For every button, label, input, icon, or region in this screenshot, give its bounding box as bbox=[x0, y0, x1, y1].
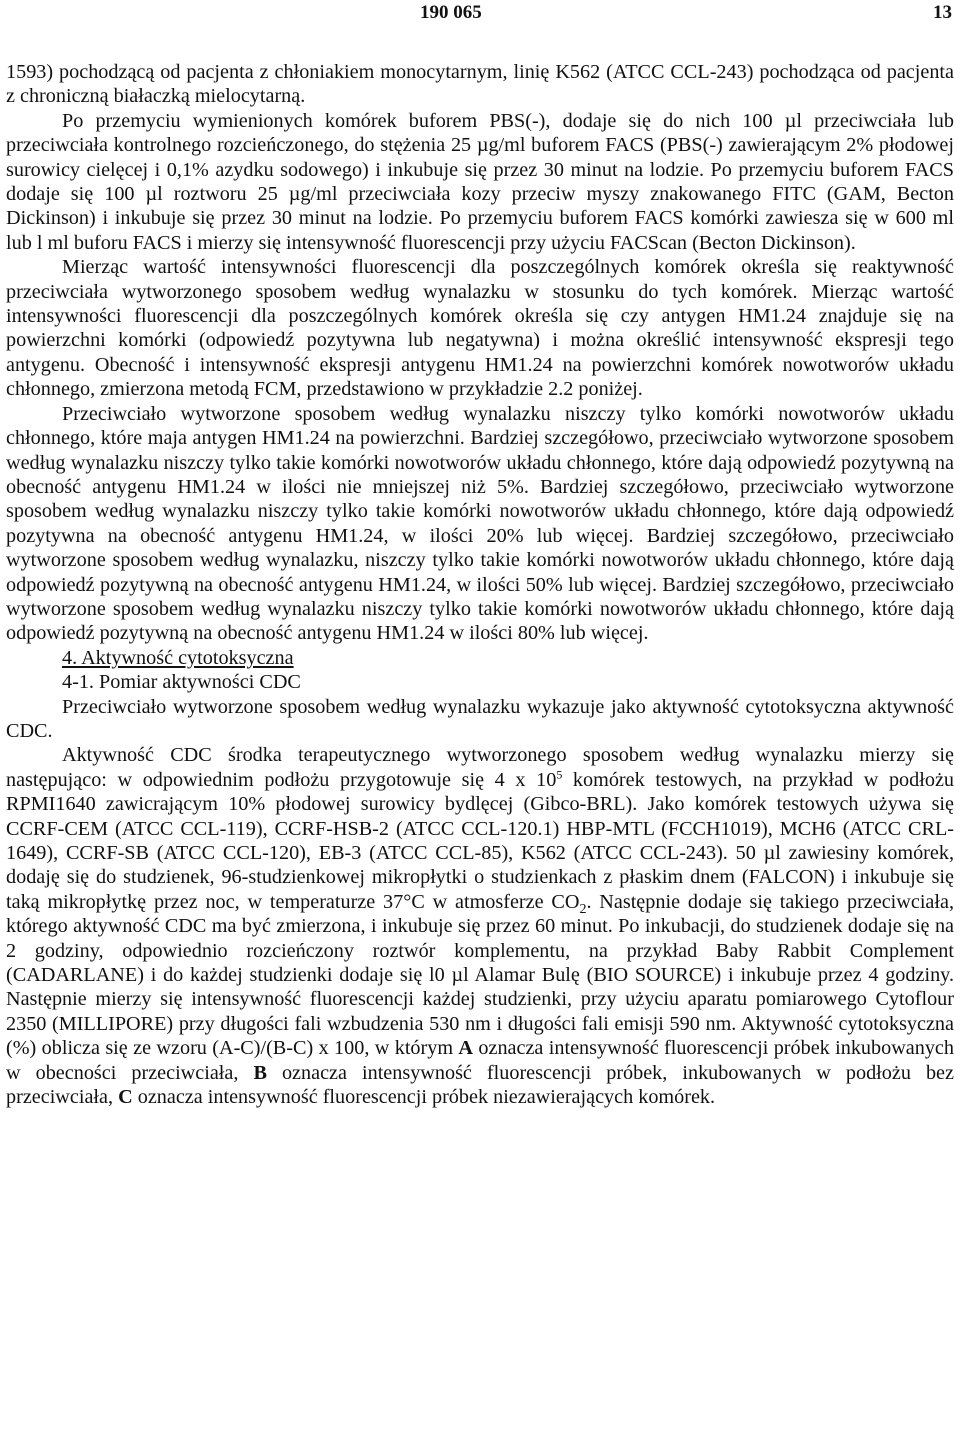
bold-variable: B bbox=[253, 1061, 267, 1084]
subscript: 2 bbox=[579, 901, 587, 917]
bold-variable: A bbox=[458, 1037, 474, 1060]
text-run: . Następnie dodaje się takiego przeciwciała, którego aktywność CDC ma być zmierzona, i inkubuje się przez 60 minut. Po inkubacji, do studzienek dodaje się na 2 godziny, odpowiednio rozcieńczony roztwór komplementu, na przykład Baby Rabbit Complement (CADARLANE) i do każdej studzienki dodaje się l0 µl Alamar Bulę (BIO SOURCE) i inkubuje przez 4 godziny. Następnie mierzy się intensywność fluorescencji każdej studzienki, przy użyciu aparatu pomiarowego Cytoflour 2350 (MILLIPORE) przy długości fali wzbudzenia 530 nm i długości fali emisji 590 nm. Aktywność cytotoksyczna (%) oblicza się ze wzoru (A-C)/(B-C) x 100, w którym bbox=[6, 890, 955, 1060]
section-heading-text: 4. Aktywność cytotoksyczna bbox=[62, 646, 294, 669]
subsection-heading: 4-1. Pomiar aktywności CDC bbox=[62, 671, 301, 694]
page-number: 13 bbox=[933, 2, 952, 23]
text-run: Aktywność CDC środka terapeutycznego wytworzonego sposobem według wynalazku mierzy się następująco: w odpowiednim podłożu przygotowuje się 4 x 10 bbox=[6, 744, 954, 791]
patent-number: 190 065 bbox=[420, 2, 482, 23]
paragraph-cdc-activity: Przeciwciało wytworzone sposobem według wynalazku wykazuje jako aktywność cytotoksyczna aktywność CDC. bbox=[6, 695, 954, 742]
text-run: oznacza intensywność fluorescencji próbek inkubowanych w obecności przeciwciała, bbox=[6, 1037, 954, 1084]
text-run: oznacza intensywność fluorescencji próbek, inkubowanych w podłożu bez przeciwciała, bbox=[6, 1061, 954, 1109]
text-run: komórek testowych, na przykład w podłożu RPMI1640 zawicrającym 10% płodowej surowicy bydlęcej (Gibco-BRL). Jako komórek testowych używa się CCRF-CEM (ATCC CCL-119), CCRF-HSB-2 (ATCC CCL-120.1) HBP-MTL (FCCH1019), MCH6 (ATCC CRL-1649), CCRF-SB (ATCC CCL-120), EB-3 (ATCC CCL-85), K562 (ATCC CCL-243). 50 µl zawiesiny komórek, dodaję się do studzienek, 96-studzienkowej mikropłytki o studzienkach z płaskim dnem (FALCON) i inkubuje się taką mikropłytkę przez noc, w temperaturze 37°C w atmosferze CO bbox=[6, 768, 954, 913]
section-heading bbox=[6, 646, 954, 670]
paragraph-continuation: 1593) pochodzącą od pacjenta z chłoniakiem monocytarnym, linię K562 (ATCC CCL-243) pochodząca od pacjenta z chroniczną białaczką mielocytarną. bbox=[6, 61, 954, 108]
text-run: oznacza intensywność fluorescencji próbek niezawierających komórek. bbox=[132, 1086, 716, 1109]
bold-variable: C bbox=[118, 1086, 133, 1109]
paragraph-antibody-specificity: Przeciwciało wytworzone sposobem według wynalazku niszczy tylko komórki nowotworów układu chłonnego, które maja antygen HM1.24 na powierzchni. Bardziej szczegółowo, przeciwciało wytworzone sposobem według wynalazku niszczy tylko takie komórki nowotworów układu chłonnego, które dają odpowiedź pozytywną na obecność antygenu HM1.24 w ilości nie mniejszej niż 5%. Bardziej szczegółowo, przeciwciało wytworzone sposobem według wynalazku niszczy tylko takie komórki nowotworów układu chłonnego, które dają odpowiedź pozytywna na obecność antygenu HM1.24, w ilości 20% lub więcej. Bardziej szczegółowo, przeciwciało wytworzone sposobem według wynalazku, niszczy tylko takie komórki nowotworów układu chłonnego, które dają odpowiedź pozytywną na obecność antygenu HM1.24, w ilości 50% lub więcej. Bardziej szczegółowo, przeciwciało wytworzone sposobem według wynalazku niszczy tylko takie komórki nowotworów układu chłonnego, które dają odpowiedź pozytywną na obecność antygenu HM1.24 w ilości 80% lub więcej. bbox=[6, 402, 954, 645]
paragraph-facs-procedure: Po przemyciu wymienionych komórek buforem PBS(-), dodaje się do nich 100 µl przeciwciała lub przeciwciała kontrolnego rozcieńczonego, do stężenia 25 µg/ml buforem FACS (PBS(-) zawierającym 2% płodowej surowicy cielęcej i 0,1% azydku sodowego) i inkubuje się przez 30 minut na lodzie. Po przemyciu buforem FACS dodaje się 100 µl roztworu 25 µg/ml przeciwciała kozy przeciw myszy znakowanego FITC (GAM, Becton Dickinson) i inkubuje się przez 30 minut na lodzie. Po przemyciu buforem FACS komórki zawiesza się w 600 ml lub l ml buforu FACS i mierzy się intensywność fluorescencji przy użyciu FACScan (Becton Dickinson). bbox=[6, 109, 954, 254]
paragraph-cdc-method bbox=[6, 743, 954, 1109]
superscript: 5 bbox=[556, 767, 563, 782]
body-text bbox=[6, 60, 954, 1109]
paragraph-fluorescence-measurement: Mierząc wartość intensywności fluorescencji dla poszczególnych komórek określa się reaktywność przeciwciała wytworzonego sposobem według wynalazku w stosunku do tych komórek. Mierząc wartość intensywności fluorescencji dla poszczególnych komórek określa się czy antygen HM1.24 znajduje się na powierzchni komórki (odpowiedź pozytywna lub negatywna) i można określić intensywność ekspresji tego antygenu. Obecność i intensywność ekspresji antygenu HM1.24 na powierzchni komórek nowotworów układu chłonnego, zmierzona metodą FCM, przedstawiono w przykładzie 2.2 poniżej. bbox=[6, 256, 954, 401]
